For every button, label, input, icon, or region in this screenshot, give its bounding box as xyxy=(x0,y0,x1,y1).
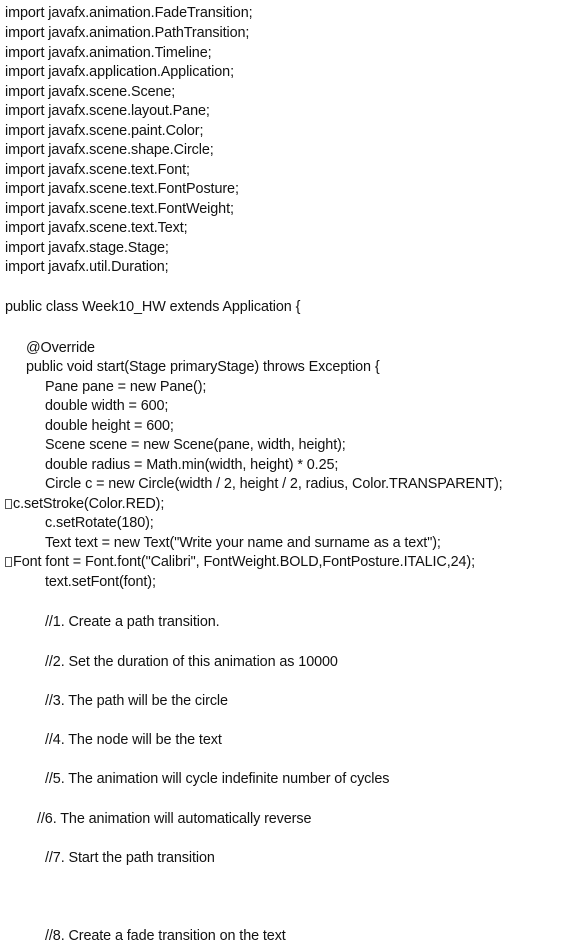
import-line: import javafx.animation.PathTransition; xyxy=(5,25,250,41)
code-line-text: c.setStroke(Color.RED); xyxy=(13,496,165,512)
code-line: text.setFont(font); xyxy=(45,574,156,590)
import-line: import javafx.application.Application; xyxy=(5,64,234,80)
comment-line: //1. Create a path transition. xyxy=(45,614,220,630)
code-line-text: Font font = Font.font("Calibri", FontWeight.BOLD,FontPosture.ITALIC,24); xyxy=(13,554,475,570)
import-line: import javafx.scene.shape.Circle; xyxy=(5,142,214,158)
import-line: import javafx.scene.Scene; xyxy=(5,84,176,100)
override-annotation: @Override xyxy=(26,340,95,356)
comment-line: //3. The path will be the circle xyxy=(45,693,228,709)
comment-line: //6. The animation will automatically reverse xyxy=(37,811,312,827)
comment-line: //5. The animation will cycle indefinite number of cycles xyxy=(45,771,390,787)
import-line: import javafx.stage.Stage; xyxy=(5,240,169,256)
code-line xyxy=(5,553,475,572)
code-line: double height = 600; xyxy=(45,418,174,434)
method-declaration: public void start(Stage primaryStage) throws Exception { xyxy=(26,359,380,375)
code-line xyxy=(5,495,164,514)
code-line: Text text = new Text("Write your name and surname as a text"); xyxy=(45,535,441,551)
code-line: Pane pane = new Pane(); xyxy=(45,379,207,395)
import-line: import javafx.scene.layout.Pane; xyxy=(5,103,210,119)
code-line: Circle c = new Circle(width / 2, height / 2, radius, Color.TRANSPARENT); xyxy=(45,476,503,492)
class-declaration: public class Week10_HW extends Application { xyxy=(5,299,301,315)
import-line: import javafx.util.Duration; xyxy=(5,259,169,275)
code-line: c.setRotate(180); xyxy=(45,515,154,531)
comment-line: //7. Start the path transition xyxy=(45,850,215,866)
comment-line: //8. Create a fade transition on the text xyxy=(45,928,286,944)
placeholder-box-icon xyxy=(5,557,12,567)
comment-line: //4. The node will be the text xyxy=(45,732,222,748)
import-line: import javafx.scene.text.FontWeight; xyxy=(5,201,234,217)
import-line: import javafx.scene.text.Text; xyxy=(5,220,188,236)
import-line: import javafx.animation.Timeline; xyxy=(5,45,212,61)
comment-line: //2. Set the duration of this animation as 10000 xyxy=(45,654,338,670)
import-line: import javafx.scene.text.Font; xyxy=(5,162,190,178)
code-line: double width = 600; xyxy=(45,398,169,414)
code-line: Scene scene = new Scene(pane, width, height); xyxy=(45,437,346,453)
placeholder-box-icon xyxy=(5,499,12,509)
import-line: import javafx.scene.paint.Color; xyxy=(5,123,204,139)
import-line: import javafx.scene.text.FontPosture; xyxy=(5,181,239,197)
code-line: double radius = Math.min(width, height) * 0.25; xyxy=(45,457,339,473)
import-line: import javafx.animation.FadeTransition; xyxy=(5,5,253,21)
